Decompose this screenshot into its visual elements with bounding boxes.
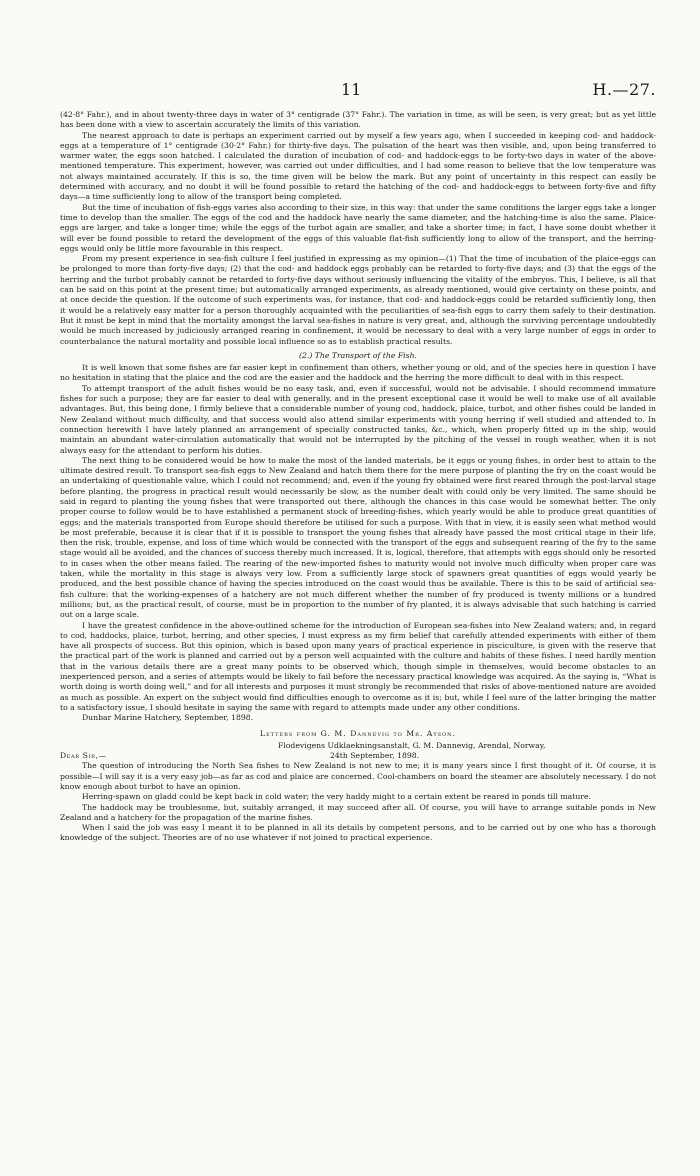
letter-date: 24th September, 1898. [330, 751, 420, 761]
page-header [0, 80, 700, 104]
paragraph: It is well known that some fishes are far easier kept in confinement than others, whether young or old, and of the species here in question I have no hesitation in stating that the plaice and the cod are the easier and the haddock and the herring the more difficult to deal with in this respect. [60, 363, 656, 383]
letter-paragraph: Herring-spawn on gladd could be kept back in cold water; the very haddy might to a certain extent be reared in ponds till mature. [82, 792, 591, 802]
letter-paragraph: The question of introducing the North Sea fishes to New Zealand is not new to me; it is many years since I first thought of it. Of course, it is possible—I will say it is a very easy job—as far as cod and plaice are concerned. Cool-chambers on board the steamer are absolutely necessary. I do not know enough about turbot to have an opinion. [60, 761, 656, 791]
paragraph: To attempt transport of the adult fishes would be no easy task, and, even if successful, would not be advisable. I should recommend immature fishes for such a purpose; they are far easier to deal with generally, and in the present exceptional case it would be well to make use of all available advantages. But, this being done, I firmly believe that a considerable number of young cod, haddock, plaice, turbot, and other fishes could be landed in New Zealand without much difficulty, and that success would also attend similar experiments with young herring if well studied and attended to. In connection herewith I have lately planned an arrangement of specially constructed tanks, &c., which, when properly fitted up in the ship, would maintain an abundant water-circulation automatically that would not be interrupted by the pitching of the vessel in rough weather, when it is not always easy for the attendant to perform his duties. [60, 383, 656, 455]
document-body [60, 110, 656, 844]
letter-paragraph: The haddock may be troublesome, but, suitably arranged, it may succeed after all. Of course, you will have to arrange suitable ponds in New Zealand and a hatchery for the propagation of the marine fishes. [60, 802, 656, 822]
salutation-row [60, 751, 656, 761]
paragraph: I have the greatest confidence in the above-outlined scheme for the introduction of European sea-fishes into New Zealand waters; and, in regard to cod, haddocks, plaice, turbot, herring, and other species, I must express as my firm belief that carefully attended experiments with either of them have all prospects of success. But this opinion, which is based upon many years of practical experience in pisciculture, is given with the reserve that the practical part of the work is planned and carried out by a person well acquainted with the culture and habits of these fishes. I need hardly mention that in the various details there are a great many points to be observed which, though simple in themselves, would become obstacles to an inexperienced person, and a series of attempts would be likely to fail before the necessary practical knowledge was acquired. As the saying is, “What is worth doing is worth doing well,” and for all interests and purposes it must strongly be recommended that risks of above-mentioned nature are avoided as much as possible. An expert on the subject would find difficulties enough to overcome as it is; but, while I feel sure of the latter bringing the matter to a satisfactory issue, I should hesitate in saying the same with regard to attempts made under any other conditions. [60, 620, 656, 712]
paragraph: The next thing to be considered would be how to make the most of the landed materials, be it eggs or young fishes, in order best to attain to the ultimate desired result. To transport sea-fish eggs to New Zealand and hatch them there for the mere purpose of planting the fry on the coast would be an undertaking of questionable value, which I could not recommend; and, even if the young fry obtained were first reared through the post-larval stage before planting, the progress in practical result would necessarily be slow, as the number dealt with could only be very limited. The same should be said in regard to planting the young fishes that were transported out there, although the chances in this case would be somewhat better. The only proper course to follow would be to have established a permanent stock of breeding-fishes, which yearly would be able to produce great quantities of eggs; and the materials transported from Europe should therefore be utilised for such a purpose. With that in view, it is easily seen what method would be most preferable, because it is clear that if it is possible to transport the young fishes that already have passed the most critical stage in their life, then the risk, trouble, expense, and loss of time which would be connected with the transport of the eggs and subsequent rearing of the fry to the same stage would all be avoided, and the chances of success thereby much increased. It is, logical, therefore, that attempts with eggs should only be resorted to in cases when the other means failed. The rearing of the new-imported fishes to maturity would not involve much difficulty when proper care was taken, while the mortality in this stage is always very low. From a sufficiently large stock of spawners great quantities of eggs would yearly be produced, and the best possible chance of having the species introduced on the coast would thus be available. There is this to be said of artificial sea-fish culture: that the working-expenses of a hatchery are not much different whether the number of fry produced is twenty millions or a hundred millions; but, as the practical result, of course, must be in proportion to the number of fry planted, it is always advisable that such hatching is carried out on a large scale. [60, 455, 656, 620]
paragraph: The nearest approach to date is perhaps an experiment carried out by myself a few years ago, when I succeeded in keeping cod- and haddock-eggs at a temperature of 1° centigrade (30·2° Fahr.) for thirty-five days. The pulsation of the heart was then visible, and, upon being transferred to warmer water, the eggs soon hatched. I calculated the duration of incubation of cod- and haddock-eggs to be forty-two days in water of the above-mentioned temperature. This experiment, however, was carried out under difficulties, and I had some reason to believe that the low temperature was not always maintained accurately. If this is so, the time given will be below the mark. But any point of uncertainty in this respect can easily be determined with accuracy, and no doubt it will be found possible to retard the hatching of the cod- and haddock-eggs to between forty-five and fifty days—a time sufficiently long to allow of the transport being completed. [60, 130, 656, 202]
letter-salutation: Dear Sir,— [60, 751, 107, 761]
letter-address: Flodevigens Udklaekningsanstalt, G. M. Dannevig, Arendal, Norway, [278, 740, 546, 750]
letters-heading: Letters from G. M. Dannevig to Mr. Ayson. [259, 728, 456, 738]
letter-paragraph: When I said the job was easy I meant it to be planned in all its details by competent persons, and to be carried out by one who has a thorough knowledge of the subject. Theories are of no use whatever if not joined to practical experience. [60, 823, 656, 843]
section-heading: (2.) The Transport of the Fish. [299, 350, 417, 360]
signoff-line: Dunbar Marine Hatchery, September, 1898. [82, 713, 254, 723]
paragraph: (42·8° Fahr.), and in about twenty-three days in water of 3° centigrade (37° Fahr.). The variation in time, as will be seen, is very great; but as yet little has been done with a view to ascertain accurately the limits of this variation. [60, 110, 656, 130]
paragraph: But the time of incubation of fish-eggs varies also according to their size, in this way: that under the same conditions the larger eggs take a longer time to develop than the smaller. The eggs of the cod and the haddock have nearly the same diameter, and the hatching-time is also the same. Plaice-eggs are larger, and take a longer time; while the eggs of the turbot again are smaller, and take a shorter time; in fact, I have some doubt whether it will ever be found possible to retard the development of the eggs of this valuable flat-fish sufficiently long to allow of the transport, and the herring-eggs would only be little more favourable in this respect. [60, 202, 656, 253]
document-code: H.—27. [592, 80, 656, 99]
paragraph: From my present experience in sea-fish culture I feel justified in expressing as my opinion—(1) That the time of incubation of the plaice-eggs can be prolonged to more than forty-five days; (2) that the cod- and haddock eggs probably can be retarded to forty-five days; and (3) that the eggs of the herring and the turbot probably cannot be retarded to forty-five days without seriously influencing the vitality of the embryos. This, I believe, is all that can be said on this point at the present time; but automatically arranged experiments, as already mentioned, would give certainty on these points, and at once decide the question. If the outcome of such experiments was, for instance, that cod- and haddock-eggs could be retarded sufficiently long, then it would be a relatively easy matter for a person thoroughly acquainted with the peculiarities of sea-fish eggs to carry them safely to their destination. But it must be kept in mind that the mortality amongst the larval sea-fishes in nature is very great, and, although the surviving percentage undoubtedly would be much increased by judiciously arranged rearing in confinement, it would be necessary to deal with a very large number of eggs in order to counterbalance the natural mortality and possible local influence so as to establish practical results. [60, 254, 656, 346]
page-number: 11 [341, 80, 362, 99]
